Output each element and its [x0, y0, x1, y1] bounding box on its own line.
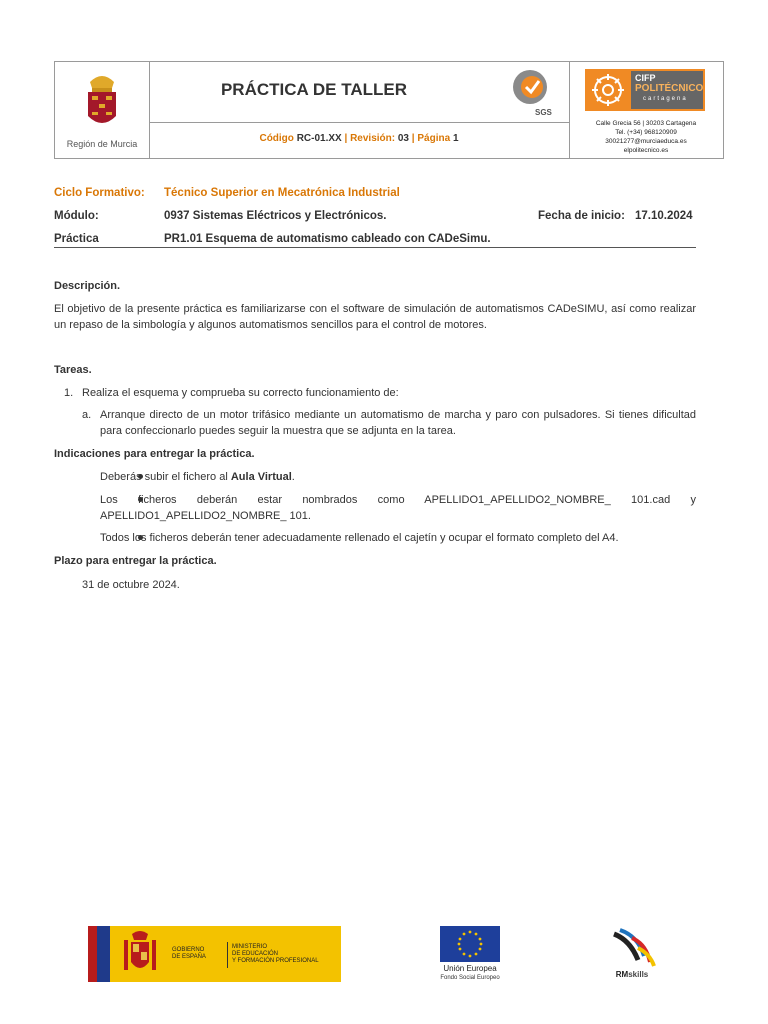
- document-header: [54, 61, 724, 159]
- cifp-line2: POLITÉCNICO: [635, 83, 704, 94]
- page-value: 1: [452, 133, 459, 144]
- code-value: RC-01.XX: [296, 133, 342, 144]
- murcia-logo-cell: [55, 62, 150, 158]
- sgs-label: SGS: [535, 108, 552, 117]
- subtask-letter: a.: [82, 409, 92, 421]
- spain-coat-of-arms-icon: [120, 930, 160, 978]
- description-heading: Descripción.: [54, 280, 121, 292]
- modulo-label: Módulo:: [54, 210, 99, 222]
- cifp-logo-cell: [569, 62, 723, 158]
- ciclo-value: Técnico Superior en Mecatrónica Industrial: [164, 187, 400, 199]
- practica-value: PR1.01 Esquema de automatismo cableado con CADeSimu.: [164, 233, 491, 245]
- rmskills-icon: [604, 926, 660, 970]
- separator: |: [344, 133, 348, 144]
- cifp-logo: [585, 69, 705, 111]
- murcia-label: Región de Murcia: [66, 139, 138, 149]
- deadline-heading: Plazo para entregar la práctica.: [54, 555, 217, 567]
- fecha-value: 17.10.2024: [635, 210, 693, 222]
- gobierno-espana-logo: GOBIERNO DE ESPAÑA MINISTERIO DE EDUCACIÓN Y FORMACIÓN PROFESIONAL: [88, 926, 341, 982]
- rmskills-label: RMskills: [615, 970, 649, 979]
- eu-flag-icon: [440, 926, 500, 962]
- practica-label: Práctica: [54, 233, 99, 245]
- ciclo-label: Ciclo Formativo:: [54, 187, 145, 199]
- gear-icon: [588, 71, 628, 109]
- tasks-heading: Tareas.: [54, 364, 92, 376]
- fecha-label: Fecha de inicio:: [538, 210, 625, 222]
- delivery-heading: Indicaciones para entregar la práctica.: [54, 448, 255, 460]
- task-number: 1.: [64, 387, 74, 399]
- cifp-line3: cartagena: [643, 96, 688, 102]
- code-cell: [149, 122, 570, 158]
- murcia-crest-icon: [82, 72, 122, 132]
- deadline-text: 31 de octubre 2024.: [82, 579, 180, 591]
- document-code: [149, 133, 569, 144]
- description-text: El objetivo de la presente práctica es familiarizarse con el software de simulación de automatismos CADeSIMU, así como realizar un repaso de la simbología y algunos automatismos sencillos para el control de motores.: [54, 303, 696, 331]
- page-title: PRÁCTICA DE TALLER: [220, 80, 408, 99]
- cifp-line1: CIFP: [635, 73, 656, 83]
- page-label: Página: [417, 133, 451, 144]
- school-address: Calle Grecia 56 | 30203 Cartagena Tel. (+34) 968120909 30021277@murciaeduca.es elpolitecnico.es: [595, 120, 697, 154]
- eu-label: Unión Europea: [443, 964, 497, 973]
- aula-virtual: Aula Virtual: [230, 471, 292, 483]
- revision-label: Revisión:: [350, 133, 396, 144]
- title-cell: [149, 62, 570, 123]
- bullet-text: Todos los ficheros deberán tener adecuadamente rellenado el cajetín y ocupar el formato completo del A4.: [100, 532, 619, 544]
- delivery-bullet: [54, 492, 696, 526]
- eu-sublabel: Fondo Social Europeo: [440, 975, 500, 981]
- subtask-item: [54, 407, 696, 441]
- rmskills-logo: [604, 926, 660, 982]
- revision-value: 03: [397, 133, 409, 144]
- sgs-certification-icon: [503, 67, 561, 117]
- code-label: Código: [259, 133, 294, 144]
- divider: [54, 247, 696, 248]
- separator: |: [411, 133, 415, 144]
- bullet-text: Los ficheros deberán estar nombrados como APELLIDO1_APELLIDO2_NOMBRE_ 101.cad y APELLIDO1_APELLIDO2_NOMBRE_ 101.: [100, 494, 696, 522]
- task-text: Realiza el esquema y comprueba su correcto funcionamiento de:: [82, 387, 399, 399]
- subtask-text: Arranque directo de un motor trifásico mediante un automatismo de marcha y paro con pulsadores. Si tienes dificultad para confeccionarlo puedes seguir la muestra que se adjunta en la tarea.: [100, 409, 696, 437]
- modulo-value: 0937 Sistemas Eléctricos y Electrónicos.: [164, 210, 387, 222]
